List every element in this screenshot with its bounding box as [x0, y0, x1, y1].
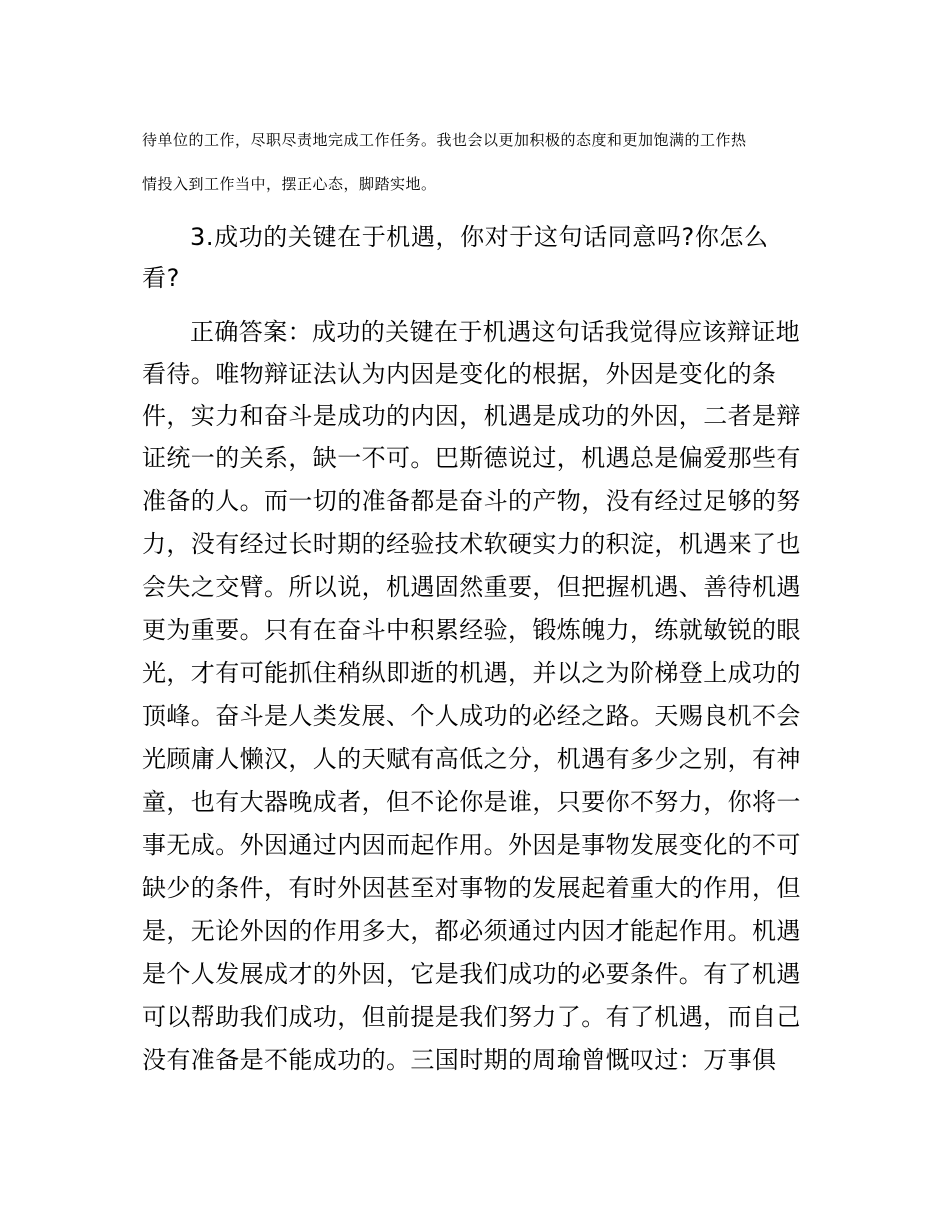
answer-line-12: 童，也有大器晚成者，但不论你是谁，只要你不努力，你将一: [142, 788, 801, 816]
answer-line-2: 看待。唯物辩证法认为内因是变化的根据，外因是变化的条: [142, 360, 777, 388]
answer-line-8: 更为重要。只有在奋斗中积累经验，锻炼魄力，练就敏锐的眼: [142, 616, 801, 644]
answer-line-17: 可以帮助我们成功，但前提是我们努力了。有了机遇，而自己: [142, 1003, 801, 1031]
intro-line-2: 情投入到工作当中，摆正心态，脚踏实地。: [142, 175, 437, 193]
answer-line-5: 准备的人。而一切的准备都是奋斗的产物，没有经过足够的努: [142, 487, 801, 515]
answer-line-4: 证统一的关系，缺一不可。巴斯德说过，机遇总是偏爱那些有: [142, 444, 801, 472]
answer-line-15: 是，无论外因的作用多大，都必须通过内因才能起作用。机遇: [142, 917, 801, 945]
answer-line-10: 顶峰。奋斗是人类发展、个人成功的必经之路。天赐良机不会: [142, 702, 801, 730]
answer-line-18: 没有准备是不能成功的。三国时期的周瑜曾慨叹过：万事俱: [142, 1046, 777, 1074]
intro-line-1: 待单位的工作，尽职尽责地完成工作任务。我也会以更加积极的态度和更加饱满的工作热: [142, 131, 747, 149]
answer-line-1: 正确答案：成功的关键在于机遇这句话我觉得应该辩证地: [190, 318, 800, 346]
answer-line-13: 事无成。外因通过内因而起作用。外因是事物发展变化的不可: [142, 831, 801, 859]
answer-line-6: 力，没有经过长时期的经验技术软硬实力的积淀，机遇来了也: [142, 530, 801, 558]
answer-line-7: 会失之交臂。所以说，机遇固然重要，但把握机遇、善待机遇: [142, 573, 801, 601]
answer-line-9: 光，才有可能抓住稍纵即逝的机遇，并以之为阶梯登上成功的: [142, 659, 801, 687]
question-line-1: 3.成功的关键在于机遇，你对于这句话同意吗?你怎么: [190, 223, 769, 251]
answer-line-3: 件，实力和奋斗是成功的内因，机遇是成功的外因，二者是辩: [142, 402, 801, 430]
answer-line-16: 是个人发展成才的外因，它是我们成功的必要条件。有了机遇: [142, 960, 801, 988]
question-line-2: 看?: [142, 264, 180, 292]
answer-line-11: 光顾庸人懒汉，人的天赋有高低之分，机遇有多少之别，有神: [142, 745, 801, 773]
answer-line-14: 缺少的条件，有时外因甚至对事物的发展起着重大的作用，但: [142, 874, 801, 902]
